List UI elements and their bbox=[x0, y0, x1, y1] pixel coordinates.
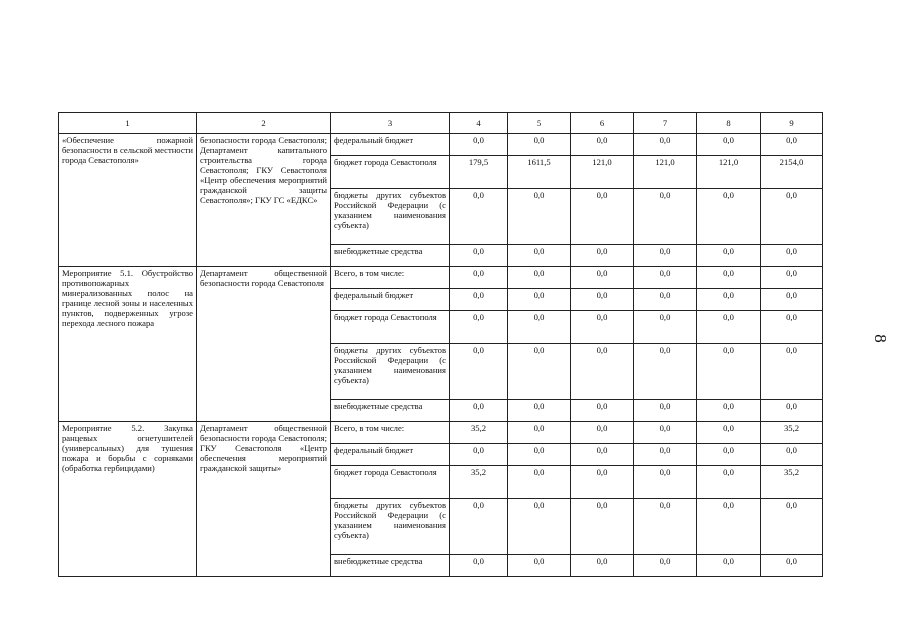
amount-cell: 0,0 bbox=[634, 466, 697, 499]
amount-cell: 121,0 bbox=[634, 156, 697, 189]
amount-cell: 0,0 bbox=[508, 311, 571, 344]
funding-source-cell: бюджет города Севастополя bbox=[331, 466, 450, 499]
page-number: 8 bbox=[870, 334, 890, 343]
amount-cell: 0,0 bbox=[697, 289, 761, 311]
amount-cell: 0,0 bbox=[571, 245, 634, 267]
amount-cell: 0,0 bbox=[761, 289, 823, 311]
amount-cell: 0,0 bbox=[697, 555, 761, 577]
amount-cell: 0,0 bbox=[697, 245, 761, 267]
amount-cell: 0,0 bbox=[571, 189, 634, 245]
column-number: 8 bbox=[697, 113, 761, 134]
executor-cell: безопасности города Севастополя; Департамент капитального строительства города Севастополя; ГКУ Севастополя «Центр обеспечения мероприятий гражданской защиты Севастополя»; ГКУ ГС «ЕДКС» bbox=[197, 134, 331, 267]
funding-source-cell: бюджет города Севастополя bbox=[331, 311, 450, 344]
amount-cell: 0,0 bbox=[571, 555, 634, 577]
amount-cell: 0,0 bbox=[634, 267, 697, 289]
amount-cell: 0,0 bbox=[761, 134, 823, 156]
amount-cell: 0,0 bbox=[508, 267, 571, 289]
amount-cell: 0,0 bbox=[634, 245, 697, 267]
funding-source-cell: бюджет города Севастополя bbox=[331, 156, 450, 189]
amount-cell: 0,0 bbox=[571, 400, 634, 422]
amount-cell: 0,0 bbox=[571, 422, 634, 444]
amount-cell: 0,0 bbox=[450, 267, 508, 289]
amount-cell: 0,0 bbox=[761, 555, 823, 577]
amount-cell: 0,0 bbox=[571, 289, 634, 311]
amount-cell: 0,0 bbox=[634, 444, 697, 466]
amount-cell: 0,0 bbox=[634, 400, 697, 422]
column-number: 2 bbox=[197, 113, 331, 134]
amount-cell: 0,0 bbox=[761, 444, 823, 466]
funding-source-cell: федеральный бюджет bbox=[331, 134, 450, 156]
amount-cell: 35,2 bbox=[761, 466, 823, 499]
amount-cell: 0,0 bbox=[761, 245, 823, 267]
amount-cell: 0,0 bbox=[697, 400, 761, 422]
funding-source-cell: бюджеты других субъектов Российской Федерации (с указанием наименования субъекта) bbox=[331, 499, 450, 555]
amount-cell: 0,0 bbox=[697, 311, 761, 344]
amount-cell: 0,0 bbox=[450, 344, 508, 400]
amount-cell: 0,0 bbox=[571, 311, 634, 344]
amount-cell: 0,0 bbox=[450, 245, 508, 267]
amount-cell: 0,0 bbox=[450, 444, 508, 466]
amount-cell: 0,0 bbox=[571, 134, 634, 156]
amount-cell: 0,0 bbox=[634, 499, 697, 555]
funding-source-cell: Всего, в том числе: bbox=[331, 422, 450, 444]
amount-cell: 0,0 bbox=[571, 499, 634, 555]
funding-table bbox=[58, 112, 823, 577]
amount-cell: 0,0 bbox=[697, 466, 761, 499]
amount-cell: 0,0 bbox=[697, 267, 761, 289]
amount-cell: 0,0 bbox=[634, 134, 697, 156]
amount-cell: 0,0 bbox=[508, 422, 571, 444]
table-row bbox=[59, 422, 823, 444]
amount-cell: 0,0 bbox=[450, 289, 508, 311]
amount-cell: 0,0 bbox=[508, 444, 571, 466]
amount-cell: 0,0 bbox=[697, 422, 761, 444]
amount-cell: 0,0 bbox=[634, 422, 697, 444]
amount-cell: 0,0 bbox=[450, 311, 508, 344]
amount-cell: 0,0 bbox=[571, 344, 634, 400]
amount-cell: 0,0 bbox=[697, 344, 761, 400]
amount-cell: 0,0 bbox=[634, 289, 697, 311]
amount-cell: 0,0 bbox=[571, 466, 634, 499]
amount-cell: 35,2 bbox=[450, 422, 508, 444]
amount-cell: 0,0 bbox=[508, 555, 571, 577]
column-number: 9 bbox=[761, 113, 823, 134]
amount-cell: 0,0 bbox=[634, 555, 697, 577]
amount-cell: 0,0 bbox=[571, 444, 634, 466]
column-number: 6 bbox=[571, 113, 634, 134]
executor-cell: Департамент общественной безопасности города Севастополя; ГКУ Севастополя «Центр обеспечения мероприятий гражданской защиты» bbox=[197, 422, 331, 577]
amount-cell: 0,0 bbox=[761, 499, 823, 555]
funding-source-cell: внебюджетные средства bbox=[331, 245, 450, 267]
column-number: 1 bbox=[59, 113, 197, 134]
amount-cell: 179,5 bbox=[450, 156, 508, 189]
column-number: 4 bbox=[450, 113, 508, 134]
event-name-cell: Мероприятие 5.1. Обустройство противопожарных минерализованных полос на границе лесной зоны и населенных пунктов, подверженных угрозе перехода лесного пожара bbox=[59, 267, 197, 422]
amount-cell: 121,0 bbox=[571, 156, 634, 189]
table-row bbox=[59, 134, 823, 156]
amount-cell: 0,0 bbox=[508, 499, 571, 555]
funding-source-cell: бюджеты других субъектов Российской Федерации (с указанием наименования субъекта) bbox=[331, 189, 450, 245]
funding-source-cell: внебюджетные средства bbox=[331, 555, 450, 577]
amount-cell: 0,0 bbox=[508, 245, 571, 267]
amount-cell: 121,0 bbox=[697, 156, 761, 189]
amount-cell: 0,0 bbox=[697, 499, 761, 555]
amount-cell: 0,0 bbox=[508, 344, 571, 400]
funding-source-cell: Всего, в том числе: bbox=[331, 267, 450, 289]
amount-cell: 35,2 bbox=[761, 422, 823, 444]
amount-cell: 0,0 bbox=[761, 189, 823, 245]
amount-cell: 0,0 bbox=[450, 189, 508, 245]
executor-cell: Департамент общественной безопасности города Севастополя bbox=[197, 267, 331, 422]
event-name-cell: «Обеспечение пожарной безопасности в сельской местности города Севастополя» bbox=[59, 134, 197, 267]
amount-cell: 0,0 bbox=[450, 499, 508, 555]
amount-cell: 0,0 bbox=[761, 267, 823, 289]
amount-cell: 0,0 bbox=[571, 267, 634, 289]
event-name-cell: Мероприятие 5.2. Закупка ранцевых огнетушителей (универсальных) для тушения пожара и борьбы с сорняками (обработка гербицидами) bbox=[59, 422, 197, 577]
column-number: 3 bbox=[331, 113, 450, 134]
table-row bbox=[59, 267, 823, 289]
amount-cell: 0,0 bbox=[450, 555, 508, 577]
amount-cell: 0,0 bbox=[508, 189, 571, 245]
amount-cell: 0,0 bbox=[450, 400, 508, 422]
funding-source-cell: внебюджетные средства bbox=[331, 400, 450, 422]
amount-cell: 0,0 bbox=[508, 466, 571, 499]
amount-cell: 0,0 bbox=[761, 344, 823, 400]
amount-cell: 0,0 bbox=[634, 311, 697, 344]
amount-cell: 0,0 bbox=[634, 189, 697, 245]
column-number: 5 bbox=[508, 113, 571, 134]
amount-cell: 0,0 bbox=[697, 444, 761, 466]
funding-source-cell: федеральный бюджет bbox=[331, 289, 450, 311]
amount-cell: 0,0 bbox=[761, 400, 823, 422]
amount-cell: 0,0 bbox=[697, 134, 761, 156]
amount-cell: 0,0 bbox=[508, 134, 571, 156]
amount-cell: 0,0 bbox=[761, 311, 823, 344]
column-number: 7 bbox=[634, 113, 697, 134]
amount-cell: 0,0 bbox=[634, 344, 697, 400]
amount-cell: 35,2 bbox=[450, 466, 508, 499]
funding-source-cell: бюджеты других субъектов Российской Федерации (с указанием наименования субъекта) bbox=[331, 344, 450, 400]
funding-source-cell: федеральный бюджет bbox=[331, 444, 450, 466]
amount-cell: 0,0 bbox=[508, 400, 571, 422]
amount-cell: 0,0 bbox=[450, 134, 508, 156]
amount-cell: 2154,0 bbox=[761, 156, 823, 189]
amount-cell: 0,0 bbox=[697, 189, 761, 245]
amount-cell: 1611,5 bbox=[508, 156, 571, 189]
amount-cell: 0,0 bbox=[508, 289, 571, 311]
column-number-row bbox=[59, 113, 823, 134]
